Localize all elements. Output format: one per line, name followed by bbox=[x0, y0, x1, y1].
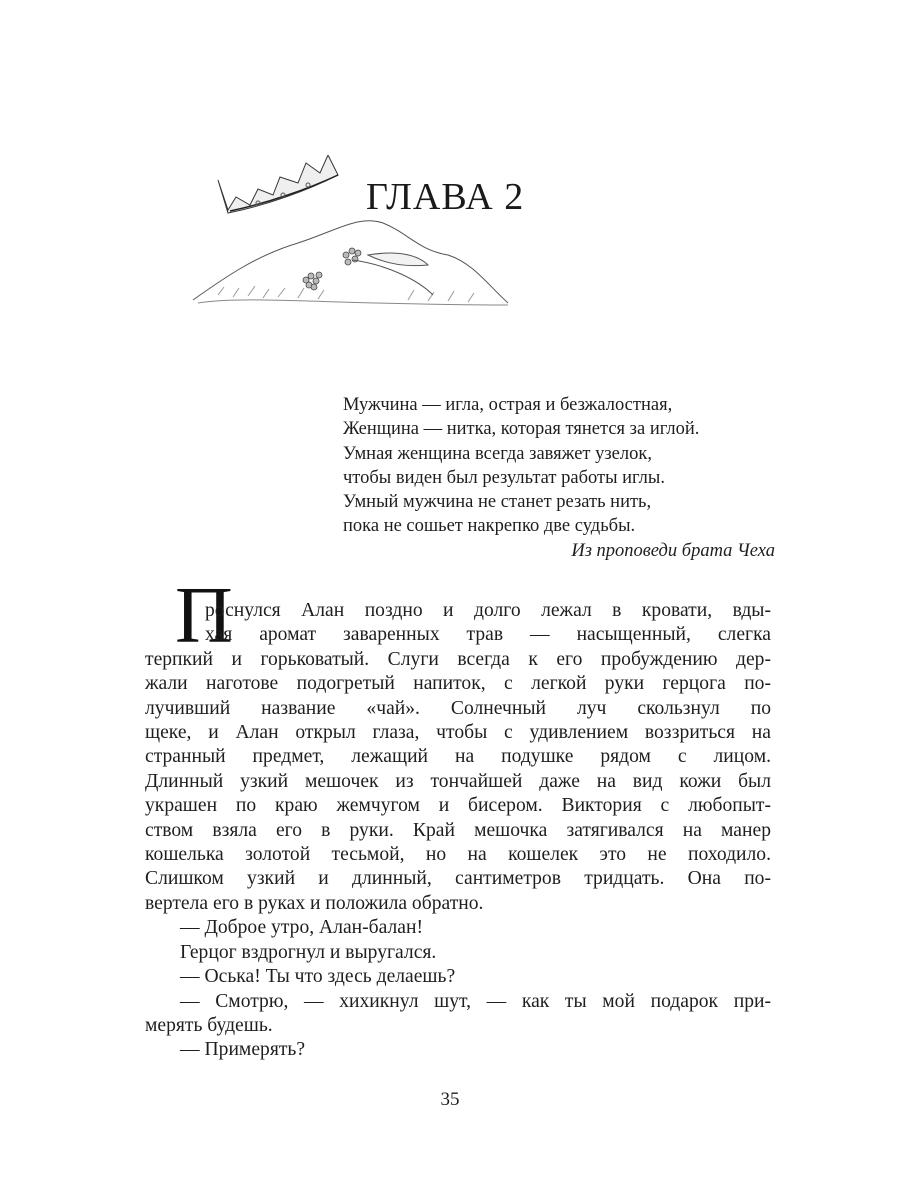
text-line: хая аромат заваренных трав — насыщенный, слегка bbox=[205, 624, 771, 646]
epigraph-line: чтобы виден был результат работы иглы. bbox=[343, 467, 665, 488]
text-line: ством взяла его в руки. Край мешочка затягивался на манер bbox=[145, 819, 771, 841]
epigraph-line: пока не сошьет накрепко две судьбы. bbox=[343, 516, 636, 537]
body-text bbox=[145, 599, 771, 1063]
epigraph-line: Мужчина — игла, острая и безжалостная, bbox=[343, 395, 673, 415]
dialogue-line: — Смотрю, — хихикнул шут, — как ты мой подарок при- bbox=[180, 990, 771, 1012]
chapter-title: ГЛАВА 2 bbox=[366, 176, 525, 218]
text-line: Длинный узкий мешочек из тончайшей даже на вид кожи был bbox=[145, 770, 771, 792]
epigraph-line: Умная женщина всегда завяжет узелок, bbox=[343, 443, 652, 464]
dialogue-line: — Доброе утро, Алан-балан! bbox=[180, 917, 423, 939]
text-line: Герцог вздрогнул и выругался. bbox=[180, 941, 437, 963]
dialogue-line: — Примерять? bbox=[180, 1039, 306, 1061]
text-line: лучивший название «чай». Солнечный луч скользнул по bbox=[145, 697, 771, 719]
text-line: кошелька золотой тесьмой, но на кошелек это не походило. bbox=[145, 844, 771, 866]
dialogue-line: — Оська! Ты что здесь делаешь? bbox=[180, 966, 456, 988]
text-line: жали наготове подогретый напиток, с легкой руки герцога по- bbox=[145, 673, 771, 695]
text-line: украшен по краю жемчугом и бисером. Виктория с любопыт- bbox=[145, 795, 771, 817]
dialogue-line: мерять будешь. bbox=[145, 1014, 273, 1036]
epigraph-source: Из проповеди брата Чеха bbox=[571, 540, 775, 561]
page-number: 35 bbox=[440, 1089, 460, 1110]
epigraph-line: Женщина — нитка, которая тянется за иглой. bbox=[343, 419, 700, 440]
text-line: роснулся Алан поздно и долго лежал в кровати, вды- bbox=[205, 600, 771, 621]
text-line: Слишком узкий и длинный, сантиметров тридцать. Она по- bbox=[145, 868, 771, 890]
text-line: странный предмет, лежащий на подушке рядом с лицом. bbox=[145, 746, 771, 768]
text-line: терпкий и горьковатый. Слуги всегда к его пробуждению дер- bbox=[145, 648, 771, 670]
drop-cap: П bbox=[175, 572, 233, 660]
text-line: щеке, и Алан открыл глаза, чтобы с удивлением воззриться на bbox=[145, 722, 771, 744]
epigraph-line: Умный мужчина не станет резать нить, bbox=[343, 492, 652, 513]
epigraph bbox=[343, 393, 775, 563]
text-line: вертела его в руках и положила обратно. bbox=[145, 892, 484, 914]
